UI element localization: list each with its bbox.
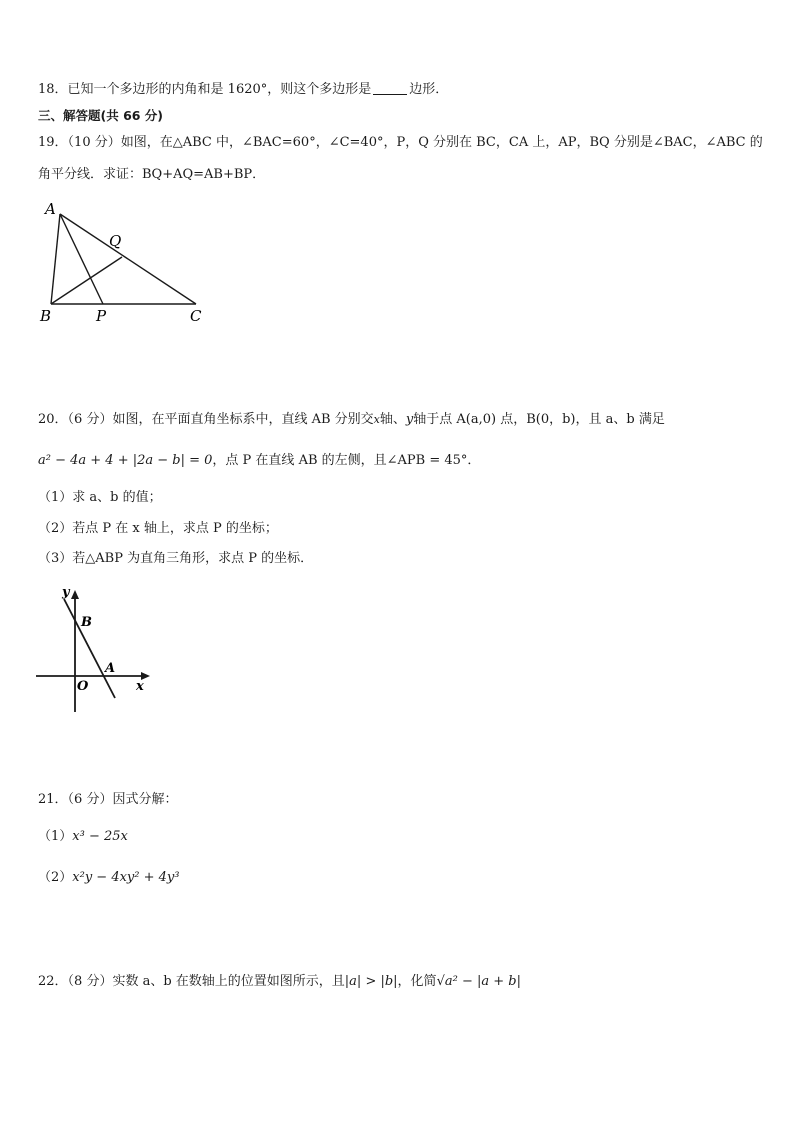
q22-line1-b: ，化简: [397, 974, 437, 989]
q20-line1-b: 轴、: [379, 412, 406, 427]
q21-sub-2: [38, 868, 179, 888]
label-x: x: [136, 679, 144, 694]
q20-x-word: x: [373, 413, 380, 426]
q22-line1-a: 22．（8 分）实数 a、b 在数轴上的位置如图所示，且: [38, 974, 345, 989]
label-y: y: [62, 585, 70, 600]
label-Q: Q: [109, 232, 122, 250]
q18-text-before: 18．已知一个多边形的内角和是 1620°，则这个多边形是: [38, 82, 372, 97]
triangle-figure: [36, 198, 216, 326]
label-A: A: [45, 200, 56, 218]
label-C: C: [190, 307, 202, 325]
q21-sub1-expr: x³ − 25x: [72, 829, 128, 844]
q21-line-1: 21．（6 分）因式分解：: [38, 792, 178, 807]
label-B-coord: B: [81, 615, 92, 630]
label-O: O: [77, 679, 89, 694]
q20-line1-a: 20．（6 分）如图，在平面直角坐标系中，直线 AB 分别交: [38, 412, 374, 427]
q22-line-1: [38, 972, 521, 992]
q20-sub-3: （3）若△ABP 为直角三角形，求点 P 的坐标．: [38, 551, 314, 566]
q20-sub-1: （1）求 a、b 的值；: [38, 490, 162, 505]
q22-expression: √a² − |a + b|: [436, 974, 521, 989]
label-P: P: [96, 307, 107, 325]
q20-equation: a² − 4a + 4 + |2a − b| = 0: [38, 453, 213, 468]
q18-text-after: 边形．: [409, 82, 449, 97]
q20-line1-c: 轴于点 A(a,0) 点，B(0，b)，且 a、b 满足: [413, 412, 665, 427]
q20-line2-tail: ，点 P 在直线 AB 的左侧，且∠APB = 45°．: [212, 453, 481, 468]
label-B: B: [40, 307, 52, 325]
q19-line-2: 角平分线．求证：BQ+AQ=AB+BP．: [38, 167, 266, 182]
q21-sub-1: [38, 827, 128, 847]
axes: [36, 594, 146, 712]
q22-condition: |a| > |b|: [344, 974, 398, 989]
q20-line-1: [38, 410, 665, 430]
q20-line-2: [38, 451, 480, 471]
q20-sub-2: （2）若点 P 在 x 轴上，求点 P 的坐标；: [38, 521, 278, 536]
coordinate-figure: [34, 584, 158, 714]
q21-sub2-expr: x²y − 4xy² + 4y³: [72, 870, 180, 885]
section-title: 三、解答题(共 66 分): [38, 108, 164, 123]
q19-line-1: 19．（10 分）如图，在△ABC 中，∠BAC=60°，∠C=40°，P，Q 分别在 BC，CA 上，AP，BQ 分别是∠BAC，∠ABC 的: [38, 135, 763, 150]
y-axis-arrow-icon: [71, 590, 79, 599]
triangle-lines: [51, 214, 196, 304]
question-18: [38, 80, 448, 100]
q21-sub2-label: （2）: [38, 870, 73, 885]
q21-sub1-label: （1）: [38, 829, 73, 844]
answer-blank: [373, 80, 407, 95]
label-A-coord: A: [105, 661, 116, 676]
q20-y-word: y: [405, 412, 414, 427]
